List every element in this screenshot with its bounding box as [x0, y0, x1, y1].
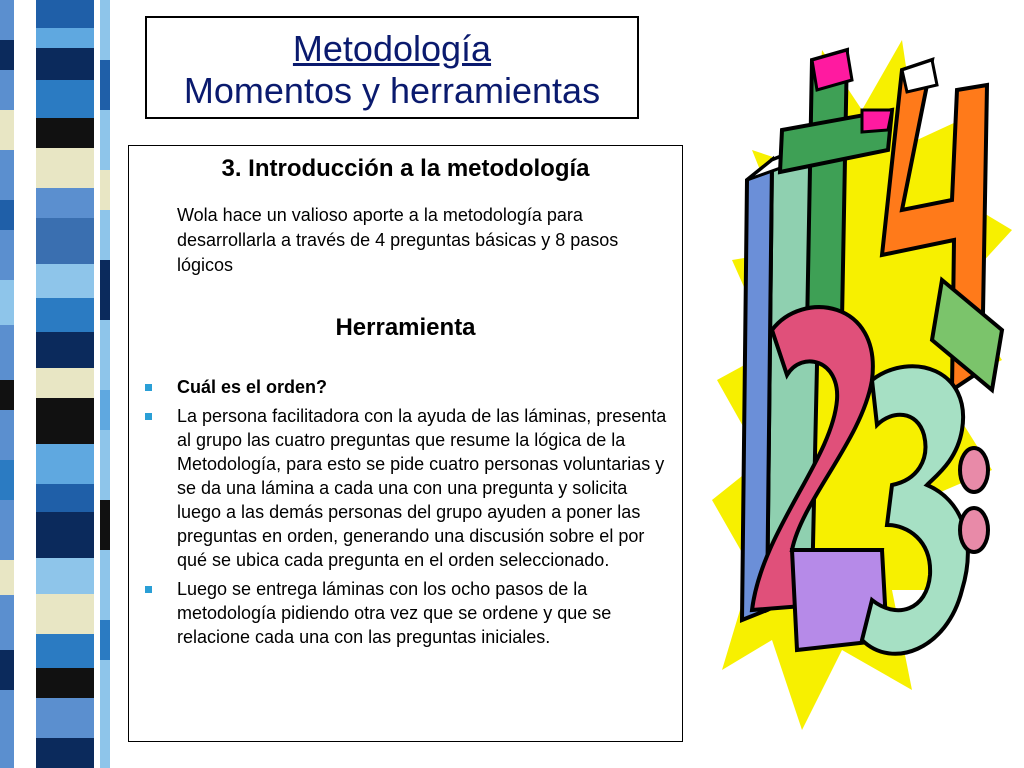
numbers-clipart-icon — [712, 30, 1012, 750]
page-title: Metodología — [292, 28, 492, 69]
intro-paragraph: Wola hace un valioso aporte a la metodología para desarrollarla a través de 4 preguntas básicas y 8 pasos lógicos — [177, 205, 619, 275]
striped-bar-decoration — [0, 0, 120, 768]
stripe-column-left — [0, 0, 14, 768]
bullet-text: Luego se entrega láminas con los ocho pasos de la metodología pidiendo otra vez que se ordene y que se relacione cada una con las preguntas iniciales. — [177, 579, 612, 647]
content-box — [128, 145, 683, 742]
square-bullet-icon — [145, 586, 152, 593]
stripe-column-main — [36, 0, 94, 768]
section-title: 3. Introducción a la metodología — [221, 155, 590, 182]
square-bullet-icon — [145, 413, 152, 420]
square-bullet-icon — [145, 384, 152, 391]
list-item — [145, 577, 675, 649]
stripe-column-right — [100, 0, 110, 768]
colon-shape — [960, 448, 988, 552]
tool-heading: Herramienta — [335, 314, 476, 341]
list-item — [145, 404, 675, 572]
page-subtitle: Momentos y herramientas — [183, 70, 601, 111]
list-item — [145, 375, 675, 399]
bullet-text: Cuál es el orden? — [177, 377, 328, 397]
bullet-text: La persona facilitadora con la ayuda de las láminas, presenta al grupo las cuatro preguntas que resume la lógica de la Metodología, para esto se pide cuatro personas voluntarias y se da una lámina a cada una con una pregunta y solicita luego a las demás personas del grupo ayuden a poner las preguntas en orden, generando una discusión sobre el por qué se ubica cada pregunta en el orden seleccionado. — [177, 406, 667, 570]
bullet-list — [145, 375, 675, 654]
title-box — [145, 16, 639, 119]
